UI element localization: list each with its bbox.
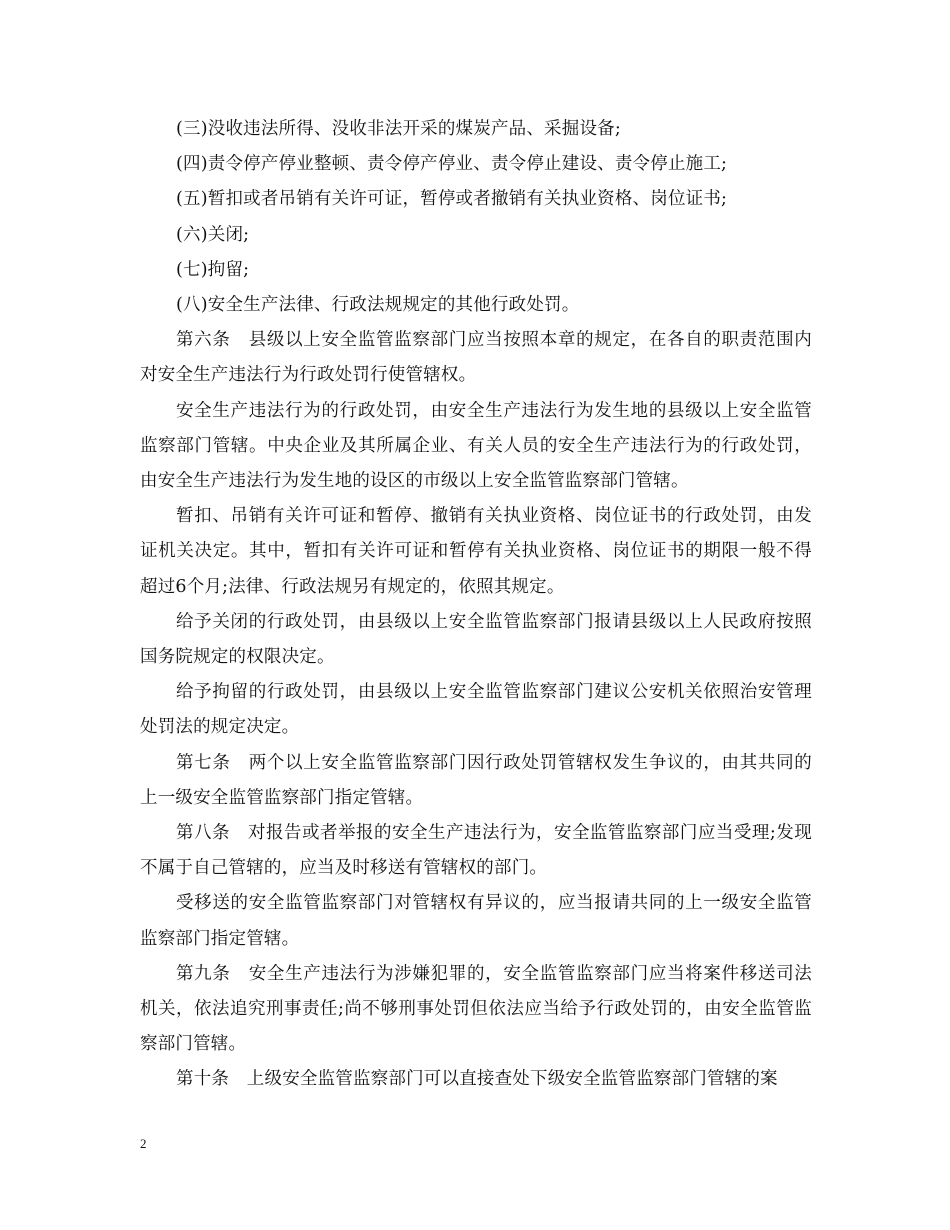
page-number: 2 — [140, 1136, 147, 1151]
paragraph-article-8: 第八条 对报告或者举报的安全生产违法行为，安全监管监察部门应当受理;发现不属于自己管辖的，应当及时移送有管辖权的部门。 — [140, 823, 812, 879]
paragraph-article-10: 第十条 上级安全监管监察部门可以直接查处下级安全监管监察部门管辖的案 — [176, 1069, 778, 1090]
paragraph-item-6: (六)关闭; — [176, 224, 250, 245]
paragraph-article-9: 第九条 安全生产违法行为涉嫌犯罪的，安全监管监察部门应当将案件移送司法机关，依法追究刑事责任;尚不够刑事处罚但依法应当给予行政处罚的，由安全监管监察部门管辖。 — [140, 963, 812, 1055]
paragraph-item-8: (八)安全生产法律、行政法规规定的其他行政处罚。 — [176, 295, 580, 316]
paragraph-article-8-transfer: 受移送的安全监管监察部门对管辖权有异议的，应当报请共同的上一级安全监管监察部门指定管辖。 — [140, 893, 812, 949]
paragraph-item-7: (七)拘留; — [176, 259, 250, 280]
paragraph-article-6-detention: 给予拘留的行政处罚，由县级以上安全监管监察部门建议公安机关依照治安管理处罚法的规定决定。 — [140, 682, 812, 738]
paragraph-article-6-license: 暂扣、吊销有关许可证和暂停、撤销有关执业资格、岗位证书的行政处罚，由发证机关决定。其中，暂扣有关许可证和暂停有关执业资格、岗位证书的期限一般不得超过6个月;法律、行政法规另有规定的，依照其规定。 — [140, 506, 812, 597]
paragraph-item-3: (三)没收违法所得、没收非法开采的煤炭产品、采掘设备; — [176, 119, 621, 139]
paragraph-item-4: (四)责令停产停业整顿、责令停产停业、责令停止建设、责令停止施工; — [176, 154, 728, 175]
document-body — [140, 112, 812, 1098]
paragraph-article-6-closure: 给予关闭的行政处罚，由县级以上安全监管监察部门报请县级以上人民政府按照国务院规定的权限决定。 — [140, 611, 812, 668]
paragraph-article-7: 第七条 两个以上安全监管监察部门因行政处罚管辖权发生争议的，由其共同的上一级安全监管监察部门指定管辖。 — [140, 752, 812, 808]
paragraph-article-6-jurisdiction: 安全生产违法行为的行政处罚，由安全生产违法行为发生地的县级以上安全监管监察部门管辖。中央企业及其所属企业、有关人员的安全生产违法行为的行政处罚，由安全生产违法行为发生地的设区的市级以上安全监管监察部门管辖。 — [140, 400, 812, 492]
paragraph-item-5: (五)暂扣或者吊销有关许可证，暂停或者撤销有关执业资格、岗位证书; — [176, 189, 728, 210]
paragraph-article-6: 第六条 县级以上安全监管监察部门应当按照本章的规定，在各自的职责范围内对安全生产违法行为行政处罚行使管辖权。 — [140, 330, 812, 386]
